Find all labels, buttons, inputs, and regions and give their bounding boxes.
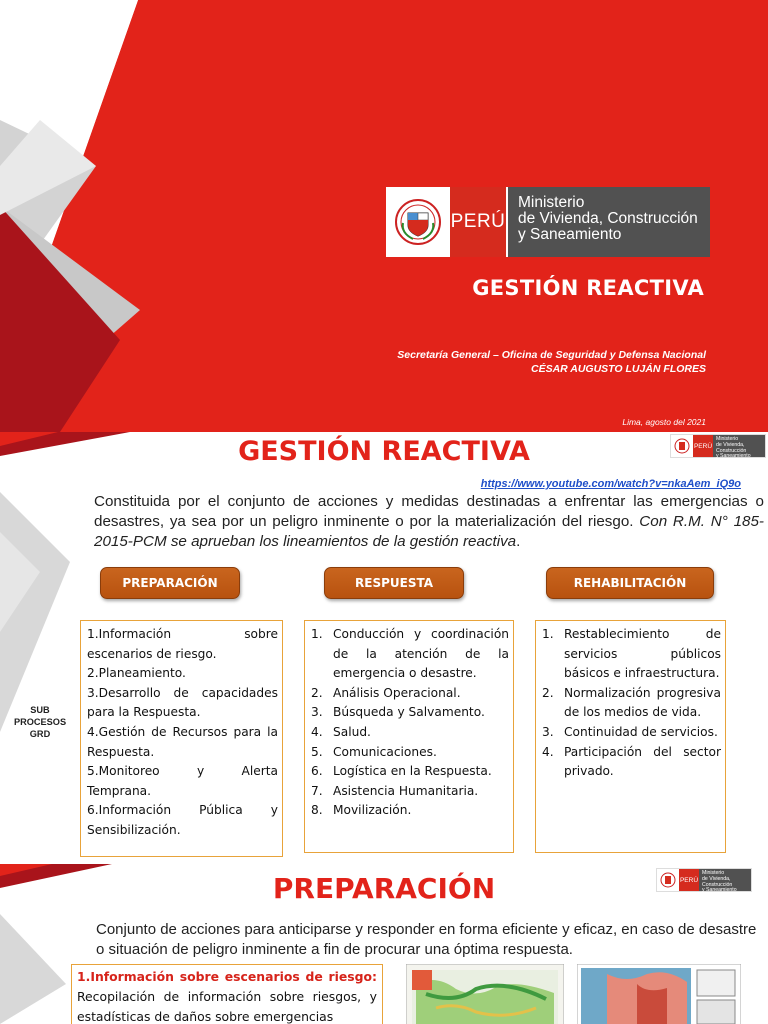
slide2-definition (94, 492, 764, 552)
list-item (87, 664, 278, 684)
header-rehabilitacion: REHABILITACIÓN (546, 567, 714, 599)
list-item (311, 743, 509, 763)
sub-procesos-line-1: SUB (30, 705, 50, 715)
list-item (311, 762, 509, 782)
sub-procesos-label (14, 704, 66, 740)
list-item (311, 782, 509, 802)
risk-scenarios-text: Recopilación de información sobre riesgos, y estadísticas de daños sobre emergencias (77, 989, 377, 1024)
list-item-number: 2. (311, 685, 323, 700)
list-item-text: Asistencia Humanitaria. (333, 783, 479, 798)
definition-regulation: Con R.M. N° 185-2015-PCM se aprueban los lineamientos de la gestión reactiva (94, 513, 764, 550)
list-item-text: 6.Información Pública y Sensibilización. (87, 803, 278, 837)
mini-ministry-line-1: Ministerio (702, 870, 725, 876)
list-item-text: Salud. (333, 724, 371, 739)
list-item (542, 743, 721, 782)
definition-end: . (516, 533, 521, 550)
mini-peru-label: PERÚ (679, 869, 699, 891)
subtitle-office: Secretaría General – Oficina de Seguridad y Defensa Nacional (397, 349, 706, 361)
list-item (311, 684, 509, 704)
title-slide-subtitle (397, 348, 706, 376)
list-item-text: Análisis Operacional. (333, 685, 461, 700)
list-item-number: 8. (311, 803, 323, 818)
sub-procesos-line-3: GRD (29, 729, 51, 739)
list-item-text: Comunicaciones. (333, 744, 437, 759)
mini-ministry-line-3: y Saneamiento (702, 887, 737, 894)
list-item-number: 4. (311, 724, 323, 739)
list-item-number: 2. (542, 685, 554, 700)
list-item (87, 762, 278, 801)
list-item (542, 723, 721, 743)
list-item-text: Logística en la Respuesta. (333, 764, 492, 779)
respuesta-list (304, 620, 514, 853)
ministry-name (506, 187, 710, 257)
list-item-text: Participación del sector privado. (564, 744, 721, 779)
list-item-text: 3.Desarrollo de capacidades para la Respuesta. (87, 685, 278, 720)
list-item-text: 4.Gestión de Recursos para la Respuesta. (87, 724, 278, 759)
sub-procesos-line-2: PROCESOS (14, 717, 67, 727)
mini-peru-label: PERÚ (693, 435, 713, 457)
mini-ministry-line-3: y Saneamiento (716, 453, 751, 460)
slide2-heading: GESTIÓN REACTIVA (238, 436, 530, 467)
preparacion-list (80, 620, 283, 857)
risk-scenarios-heading: 1.Información sobre escenarios de riesgo: (77, 969, 377, 984)
rehabilitacion-list (535, 620, 726, 853)
subtitle-author: CÉSAR AUGUSTO LUJÁN FLORES (530, 363, 706, 375)
list-item-text: 5.Monitoreo y Alerta Temprana. (87, 764, 278, 798)
list-item (87, 723, 278, 762)
header-preparacion: PREPARACIÓN (100, 567, 240, 599)
ministry-line-3: y Saneamiento (518, 226, 622, 243)
youtube-link[interactable]: https://www.youtube.com/watch?v=nkaAem_iQ9o (480, 478, 741, 490)
header-respuesta: RESPUESTA (324, 567, 464, 599)
list-item-text: Movilización. (333, 803, 412, 818)
list-item (87, 684, 278, 723)
list-item-text: Restablecimiento de servicios públicos básicos e infraestructura. (564, 627, 721, 681)
list-item-text: Continuidad de servicios. (564, 724, 718, 739)
list-item-number: 1. (542, 627, 554, 641)
title-slide-heading: GESTIÓN REACTIVA (472, 276, 704, 300)
list-item-number: 3. (311, 705, 323, 720)
list-item-text: Búsqueda y Salvamento. (333, 705, 485, 720)
risk-map-image-2 (577, 964, 741, 1024)
mini-ministry-line-1: Ministerio (716, 436, 739, 442)
coat-of-arms-icon (386, 187, 450, 257)
ministry-line-2: de Vivienda, Construcción (518, 210, 698, 227)
list-item-text: 2.Planeamiento. (87, 666, 186, 681)
preparation-slide (0, 864, 768, 1024)
list-item (311, 625, 509, 684)
list-item (311, 703, 509, 723)
list-item-number: 5. (311, 744, 323, 759)
title-slide-date: Lima, agosto del 2021 (622, 417, 706, 427)
list-item (542, 625, 721, 684)
list-item-number: 7. (311, 783, 323, 798)
list-item (87, 625, 278, 664)
list-item-number: 3. (542, 724, 554, 739)
mini-ministry-line-2: de Vivienda, Construcción (716, 441, 747, 454)
definition-text: Constituida por el conjunto de acciones y medidas destinadas a enfrentar las emergencias o desastres, ya sea por un peligro inminente o por la materialización del riesgo. (94, 493, 764, 530)
list-item-number: 6. (311, 764, 323, 779)
list-item (542, 684, 721, 723)
risk-map-image-1 (406, 964, 564, 1024)
ministry-line-1: Ministerio (518, 194, 585, 211)
reactive-management-slide (0, 432, 768, 864)
list-item-text: Conducción y coordinación de la atención de la emergencia o desastre. (333, 627, 509, 681)
peru-label: PERÚ (450, 187, 506, 257)
risk-scenarios-box (71, 964, 383, 1024)
slide3-definition: Conjunto de acciones para anticiparse y responder en forma eficiente y eficaz, en caso de desastre o situación de peligro inminente a fin de procurar una óptima respuesta. (96, 921, 757, 958)
list-item-number: 4. (542, 744, 554, 759)
list-item (87, 801, 278, 840)
list-item-number: 1. (311, 627, 323, 641)
mini-ministry-line-2: de Vivienda, Construcción (702, 875, 733, 888)
slide3-heading: PREPARACIÓN (272, 872, 496, 905)
list-item (311, 801, 509, 821)
list-item-text: Normalización progresiva de los medios de vida. (564, 685, 721, 720)
list-item (311, 723, 509, 743)
list-item-text: 1.Información sobre escenarios de riesgo. (87, 627, 278, 661)
title-slide (0, 0, 768, 432)
ministry-logo (386, 187, 710, 257)
